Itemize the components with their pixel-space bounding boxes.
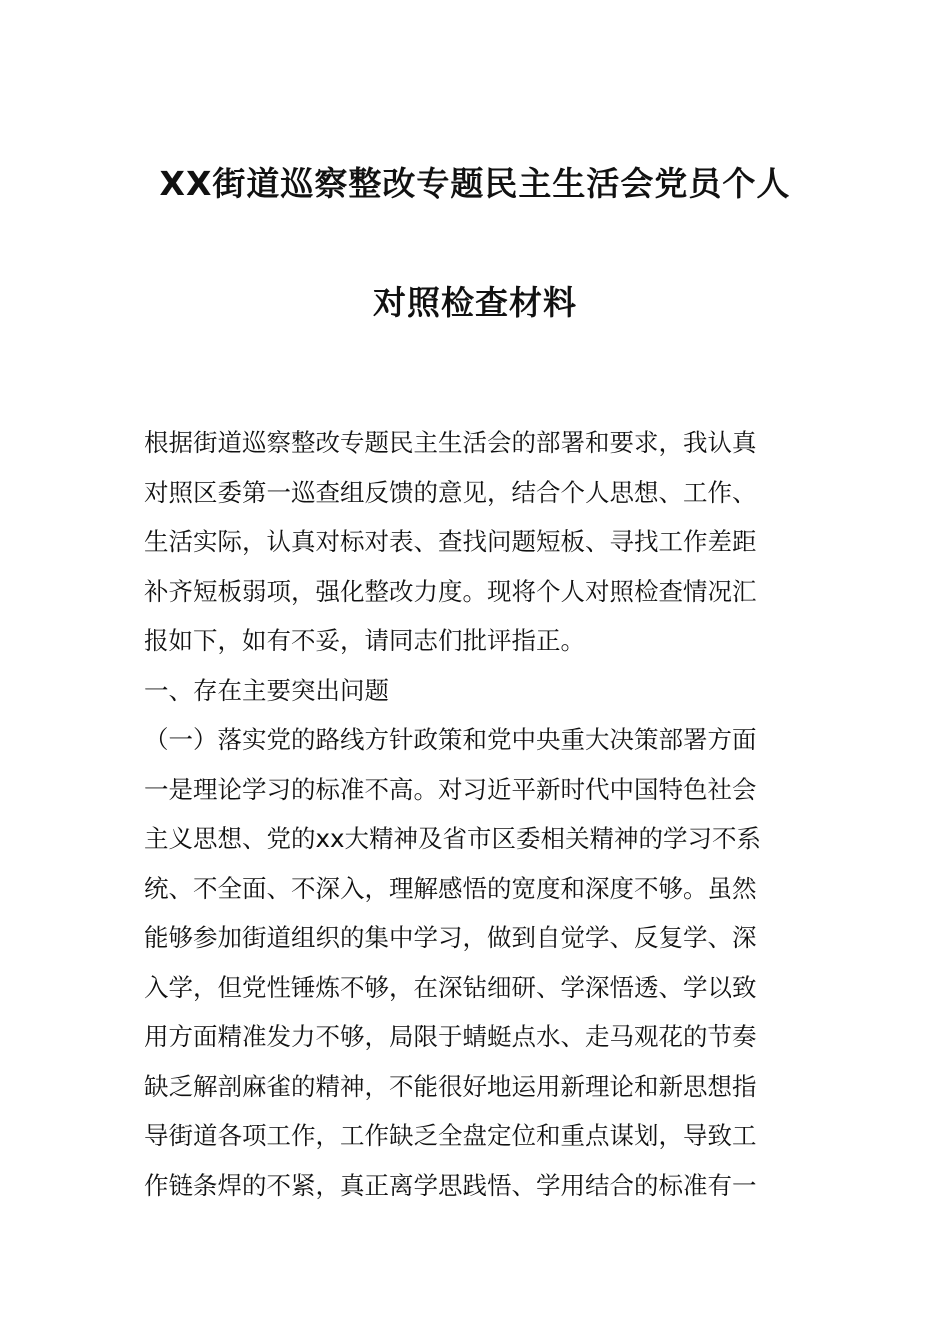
body-line: 根据街道巡察整改专题民主生活会的部署和要求，我认真 (144, 428, 757, 457)
body-line: 对照区委第一巡查组反馈的意见，结合个人思想、工作、 (144, 477, 757, 507)
body-line: 生活实际，认真对标对表、查找问题短板、寻找工作差距 (144, 527, 757, 556)
body-line: 作链条焊的不紧，真正离学思践悟、学用结合的标准有一 (144, 1170, 757, 1200)
subsection-heading: （一）落实党的路线方针政策和党中央重大决策部署方面 (144, 725, 757, 754)
body-line: 补齐短板弱项，强化整改力度。现将个人对照检查情况汇 (144, 576, 757, 606)
document-title-line-1: XX街道巡察整改专题民主生活会党员个人 (159, 164, 791, 203)
body-line: 报如下，如有不妥，请同志们批评指正。 (144, 626, 585, 655)
document-body (144, 418, 814, 1210)
body-line: 缺乏解剖麻雀的精神，不能很好地运用新理论和新思想指 (144, 1071, 757, 1101)
body-line: 用方面精准发力不够，局限于蜻蜓点水、走马观花的节奏 (144, 1022, 757, 1051)
body-line: 导街道各项工作，工作缺乏全盘定位和重点谋划，导致工 (144, 1121, 757, 1150)
body-line: 统、不全面、不深入，理解感悟的宽度和深度不够。虽然 (144, 873, 757, 903)
document-title-line-2: 对照检查材料 (373, 283, 577, 322)
body-line: 一是理论学习的标准不高。对习近平新时代中国特色社会 (144, 774, 757, 804)
body-line: 入学，但党性锤炼不够，在深钻细研、学深悟透、学以致 (144, 972, 757, 1002)
body-line: 主义思想、党的xx大精神及省市区委相关精神的学习不系 (144, 824, 761, 853)
section-heading: 一、存在主要突出问题 (144, 675, 389, 705)
body-line: 能够参加街道组织的集中学习，做到自觉学、反复学、深 (144, 923, 757, 952)
